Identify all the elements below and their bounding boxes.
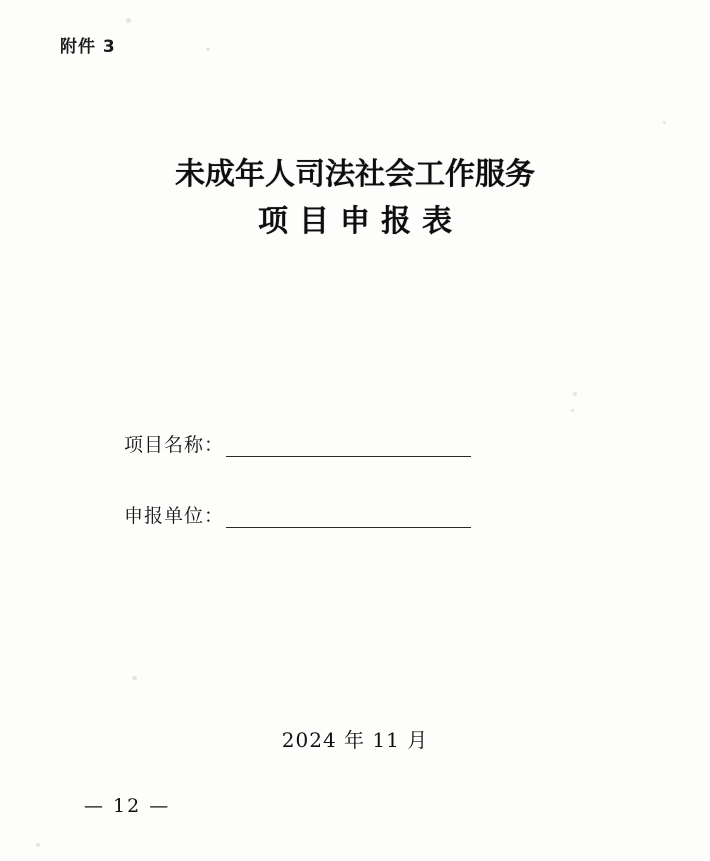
scan-speck bbox=[126, 18, 131, 23]
field-applicant-unit bbox=[0, 501, 710, 528]
field-label-project-name: 项目名称： bbox=[124, 434, 225, 456]
scan-speck bbox=[573, 392, 577, 396]
title-line-1: 未成年人司法社会工作服务 bbox=[175, 157, 535, 192]
scan-speck bbox=[132, 676, 137, 680]
title-line-2: 项目申报表 bbox=[258, 203, 463, 239]
attachment-label: 附件 3 bbox=[60, 37, 116, 57]
scan-speck bbox=[571, 409, 574, 412]
scan-speck bbox=[206, 48, 210, 51]
scan-speck bbox=[663, 121, 666, 124]
field-input-project-name[interactable] bbox=[226, 436, 471, 457]
fields-section bbox=[0, 430, 710, 572]
field-project-name bbox=[0, 430, 710, 457]
page-number: — 12 — bbox=[84, 795, 171, 817]
document-date: 2024 年 11 月 bbox=[281, 728, 429, 752]
field-input-applicant-unit[interactable] bbox=[226, 507, 471, 528]
scan-speck bbox=[36, 843, 40, 847]
field-label-applicant-unit: 申报单位： bbox=[124, 505, 225, 527]
document-title bbox=[0, 152, 710, 245]
